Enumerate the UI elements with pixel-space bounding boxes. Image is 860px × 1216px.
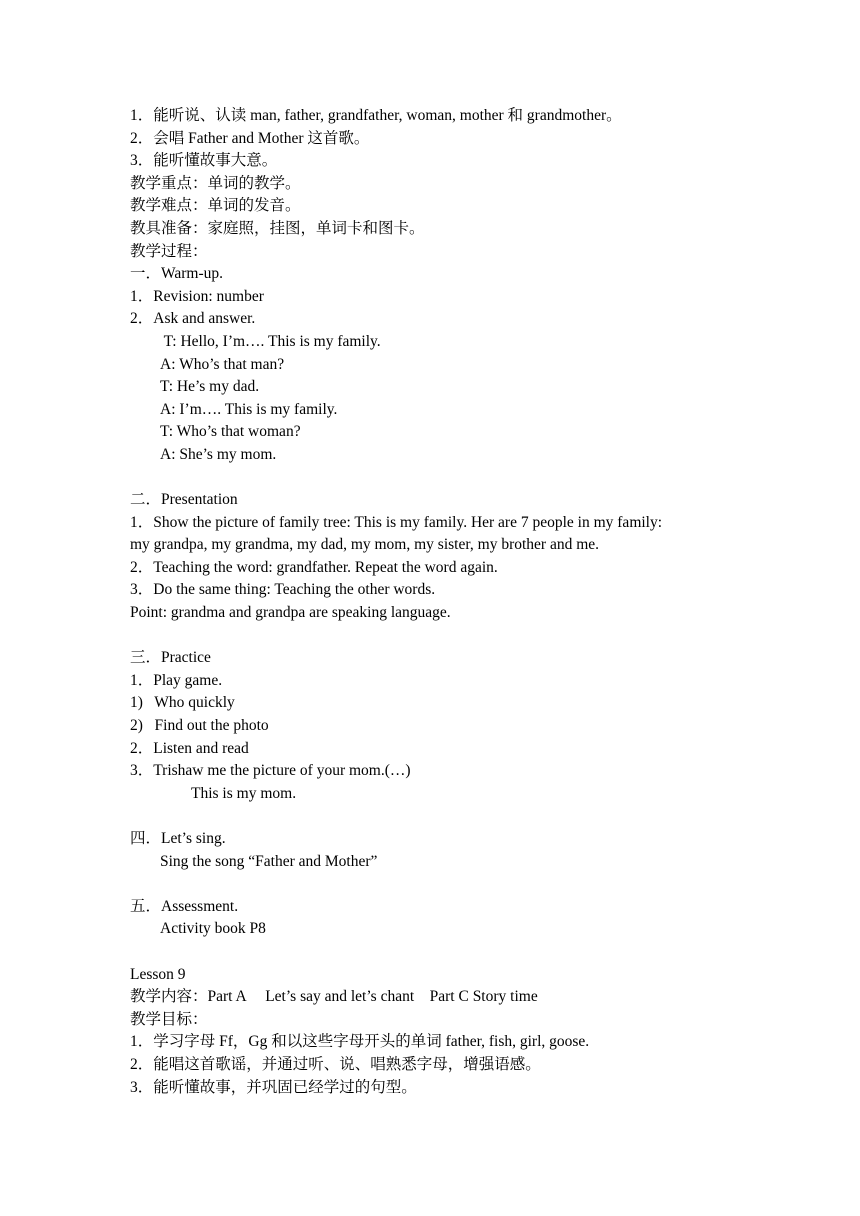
blank-line xyxy=(130,941,740,964)
practice-item: 2．Listen and read xyxy=(130,739,249,757)
objective-line: 3．能听懂故事大意。 xyxy=(130,152,278,170)
section-heading-sing: 四．Let’s sing. xyxy=(130,830,226,847)
dialogue-line: A: I’m…. This is my family. xyxy=(160,400,338,418)
warmup-item: 2．Ask and answer. xyxy=(130,310,256,328)
presentation-item: 1．Show the picture of family tree: This is my family. Her are 7 people in my family: xyxy=(130,513,663,531)
blank-line xyxy=(130,467,740,490)
presentation-point: Point: grandma and grandpa are speaking language. xyxy=(130,604,451,622)
teaching-materials: 教具准备：家庭照，挂图，单词卡和图卡。 xyxy=(130,219,425,237)
practice-response: This is my mom. xyxy=(191,784,297,802)
sing-detail: Sing the song “Father and Mother” xyxy=(160,852,378,870)
objective-line: 2．会唱 Father and Mother 这首歌。 xyxy=(130,129,370,147)
objectives-title: 教学目标： xyxy=(130,1010,208,1028)
presentation-item-continued: my grandpa, my grandma, my dad, my mom, my sister, my brother and me. xyxy=(130,536,600,554)
practice-subitem: 1) Who quickly xyxy=(130,694,235,712)
process-title: 教学过程： xyxy=(130,242,208,260)
practice-subitem: 2) Find out the photo xyxy=(130,717,269,735)
key-point: 教学重点：单词的教学。 xyxy=(130,174,301,192)
objective-line: 1．学习字母 Ff，Gg 和以这些字母开头的单词 father, fish, girl, goose. xyxy=(130,1033,590,1051)
section-heading-assessment: 五．Assessment. xyxy=(130,897,239,915)
section-heading-presentation: 二．Presentation xyxy=(130,491,238,509)
lesson-content: 教学内容：Part A Let’s say and let’s chant Part C Story time xyxy=(130,988,538,1006)
warmup-item: 1．Revision: number xyxy=(130,287,264,305)
objective-line: 2．能唱这首歌谣，并通过听、说、唱熟悉字母，增强语感。 xyxy=(130,1055,541,1073)
dialogue-line: T: He’s my dad. xyxy=(160,378,260,396)
lesson-title: Lesson 9 xyxy=(130,965,186,983)
dialogue-line: T: Hello, I’m…. This is my family. xyxy=(160,332,381,350)
blank-line xyxy=(130,873,740,896)
practice-item: 3．Trishaw me the picture of your mom.(…) xyxy=(130,762,411,780)
practice-item: 1．Play game. xyxy=(130,671,223,689)
section-heading-practice: 三．Practice xyxy=(130,649,211,667)
blank-line xyxy=(130,625,740,648)
assessment-detail: Activity book P8 xyxy=(160,920,266,938)
objective-line: 1．能听说、认读 man, father, grandfather, woman, mother 和 grandmother。 xyxy=(130,107,622,124)
section-heading-warmup: 一．Warm-up. xyxy=(130,265,224,283)
difficult-point: 教学难点：单词的发音。 xyxy=(130,197,301,215)
lesson-plan-text xyxy=(130,105,740,1099)
presentation-item: 3．Do the same thing: Teaching the other words. xyxy=(130,581,436,599)
presentation-item: 2．Teaching the word: grandfather. Repeat the word again. xyxy=(130,558,498,576)
dialogue-line: A: She’s my mom. xyxy=(160,445,277,463)
blank-line xyxy=(130,805,740,828)
dialogue-line: T: Who’s that woman? xyxy=(160,423,301,441)
dialogue-line: A: Who’s that man? xyxy=(160,355,285,373)
objective-line: 3．能听懂故事，并巩固已经学过的句型。 xyxy=(130,1078,417,1096)
